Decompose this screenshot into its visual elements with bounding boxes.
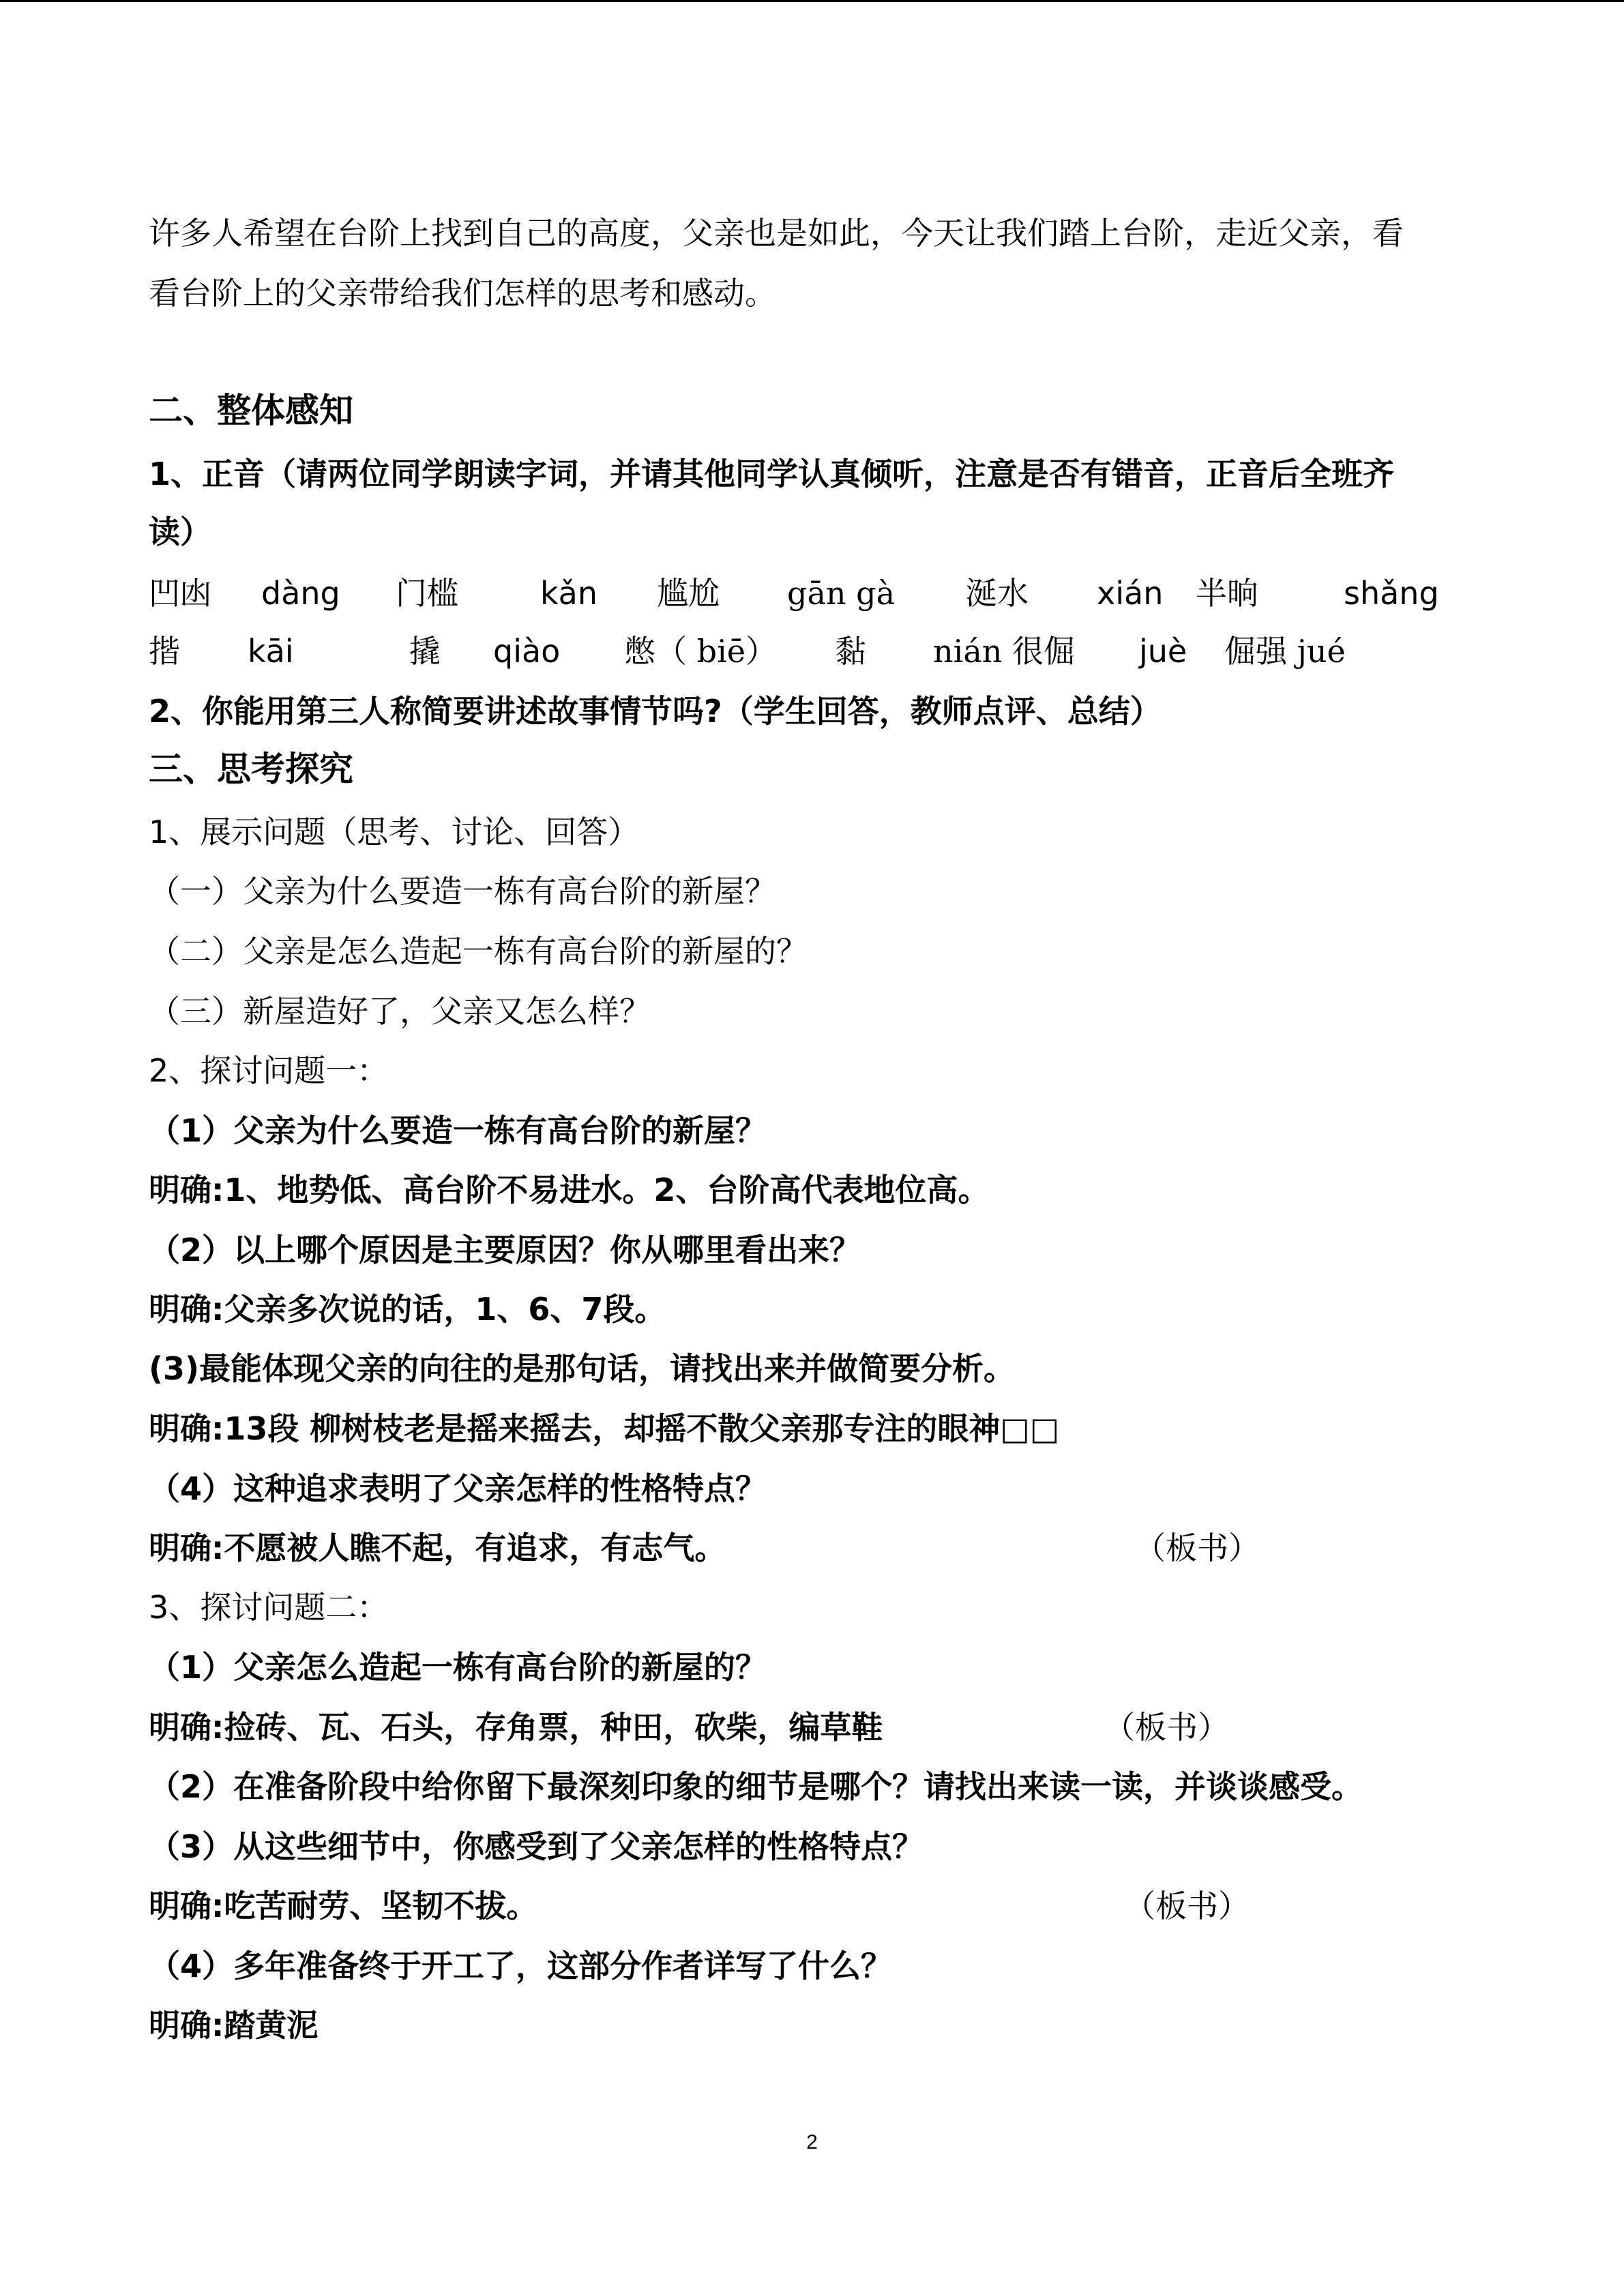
pinyin-reading: dàng — [261, 575, 340, 612]
pinyin-word: 揩 — [149, 633, 180, 670]
section-heading-2: 二、整体感知 — [149, 391, 353, 430]
pinyin-word: 尴尬 — [657, 575, 720, 612]
answer-with-note — [149, 1527, 1486, 1568]
sub-question: （2）在准备阶段中给你留下最深刻印象的细节是哪个？请找出来读一读，并谈谈感受。 — [149, 1768, 1363, 1805]
pinyin-row-2 — [149, 631, 1486, 672]
sub-question: （4）这种追求表明了父亲怎样的性格特点？ — [149, 1470, 767, 1507]
answer-text: 明确:不愿被人瞧不起，有追求，有志气。 — [149, 1530, 726, 1566]
retell-question: 2、你能用第三人称简要讲述故事情节吗?（学生回答，教师点评、总结） — [149, 693, 1162, 730]
intro-line-1: 许多人希望在台阶上找到自己的高度，父亲也是如此，今天让我们踏上台阶，走近父亲，看 — [149, 215, 1404, 252]
question-1: （一）父亲为什么要造一栋有高台阶的新屋？ — [149, 873, 776, 910]
pronunciation-instruction: 1、正音（请两位同学朗读字词，并请其他同学认真倾听，注意是否有错音，正音后全班齐 — [149, 456, 1395, 492]
page-number: 2 — [806, 2131, 818, 2153]
sub-question: （2）以上哪个原因是主要原因？你从哪里看出来？ — [149, 1232, 861, 1268]
pinyin-reading: juè — [1139, 633, 1187, 670]
show-questions: 1、展示问题（思考、讨论、回答） — [149, 814, 640, 850]
board-note: （板书） — [1104, 1709, 1229, 1746]
pinyin-reading: kǎn — [540, 575, 597, 612]
answer-text: 明确:吃苦耐劳、坚韧不拔。 — [149, 1888, 538, 1924]
discuss-question-2: 3、探讨问题二： — [149, 1589, 389, 1626]
pinyin-row-1 — [149, 573, 1486, 614]
board-note: （板书） — [1134, 1530, 1260, 1566]
pinyin-reading: nián 很倔 — [933, 633, 1076, 670]
pinyin-word: 黏 — [835, 633, 866, 670]
answer: 明确:13段 柳树枝老是摇来摇去，却摇不散父亲那专注的眼神□□ — [149, 1410, 1060, 1447]
answer-text: 明确:捡砖、瓦、石头，存角票，种田，砍柴，编草鞋 — [149, 1709, 883, 1746]
pinyin-word: 涎水 — [966, 575, 1029, 612]
pinyin-word: 憋（ biē） — [624, 633, 778, 670]
intro-line-2: 看台阶上的父亲带给我们怎样的思考和感动。 — [149, 275, 776, 312]
sub-question: （4）多年准备终于开工了，这部分作者详写了什么？ — [149, 1948, 893, 1984]
pinyin-word: 凹凼 — [149, 575, 211, 612]
answer: 明确:1、地势低、高台阶不易进水。2、台阶高代表地位高。 — [149, 1172, 990, 1208]
answer-with-note — [149, 1885, 1486, 1926]
sub-question: （3）从这些细节中，你感受到了父亲怎样的性格特点？ — [149, 1828, 924, 1865]
pinyin-word: 门槛 — [396, 575, 458, 612]
discuss-question-1: 2、探讨问题一： — [149, 1052, 389, 1089]
pinyin-reading: kāi — [248, 633, 294, 670]
pronunciation-instruction-cont: 读） — [149, 513, 211, 550]
sub-question: （1）父亲为什么要造一栋有高台阶的新屋？ — [149, 1112, 767, 1149]
answer: 明确:父亲多次说的话，1、6、7段。 — [149, 1291, 666, 1328]
answer: 明确:踏黄泥 — [149, 2007, 319, 2044]
pinyin-reading: xián — [1097, 575, 1164, 612]
pinyin-reading: qiào — [493, 633, 561, 670]
pinyin-word: 半晌 — [1196, 575, 1258, 612]
sub-question: (3)最能体现父亲的向往的是那句话，请找出来并做简要分析。 — [149, 1350, 1016, 1387]
top-border — [0, 0, 1624, 2]
pinyin-reading: gān gà — [787, 575, 895, 612]
sub-question: （1）父亲怎么造起一栋有高台阶的新屋的？ — [149, 1649, 767, 1686]
pinyin-word: 倔强 jué — [1224, 633, 1346, 670]
board-note: （板书） — [1124, 1888, 1250, 1924]
question-3: （三）新屋造好了，父亲又怎么样？ — [149, 993, 651, 1030]
section-heading-3: 三、思考探究 — [149, 749, 353, 789]
answer-with-note — [149, 1707, 1486, 1748]
pinyin-reading: shǎng — [1344, 575, 1439, 612]
pinyin-word: 撬 — [409, 633, 441, 670]
question-2: （二）父亲是怎么造起一栋有高台阶的新屋的？ — [149, 933, 808, 970]
